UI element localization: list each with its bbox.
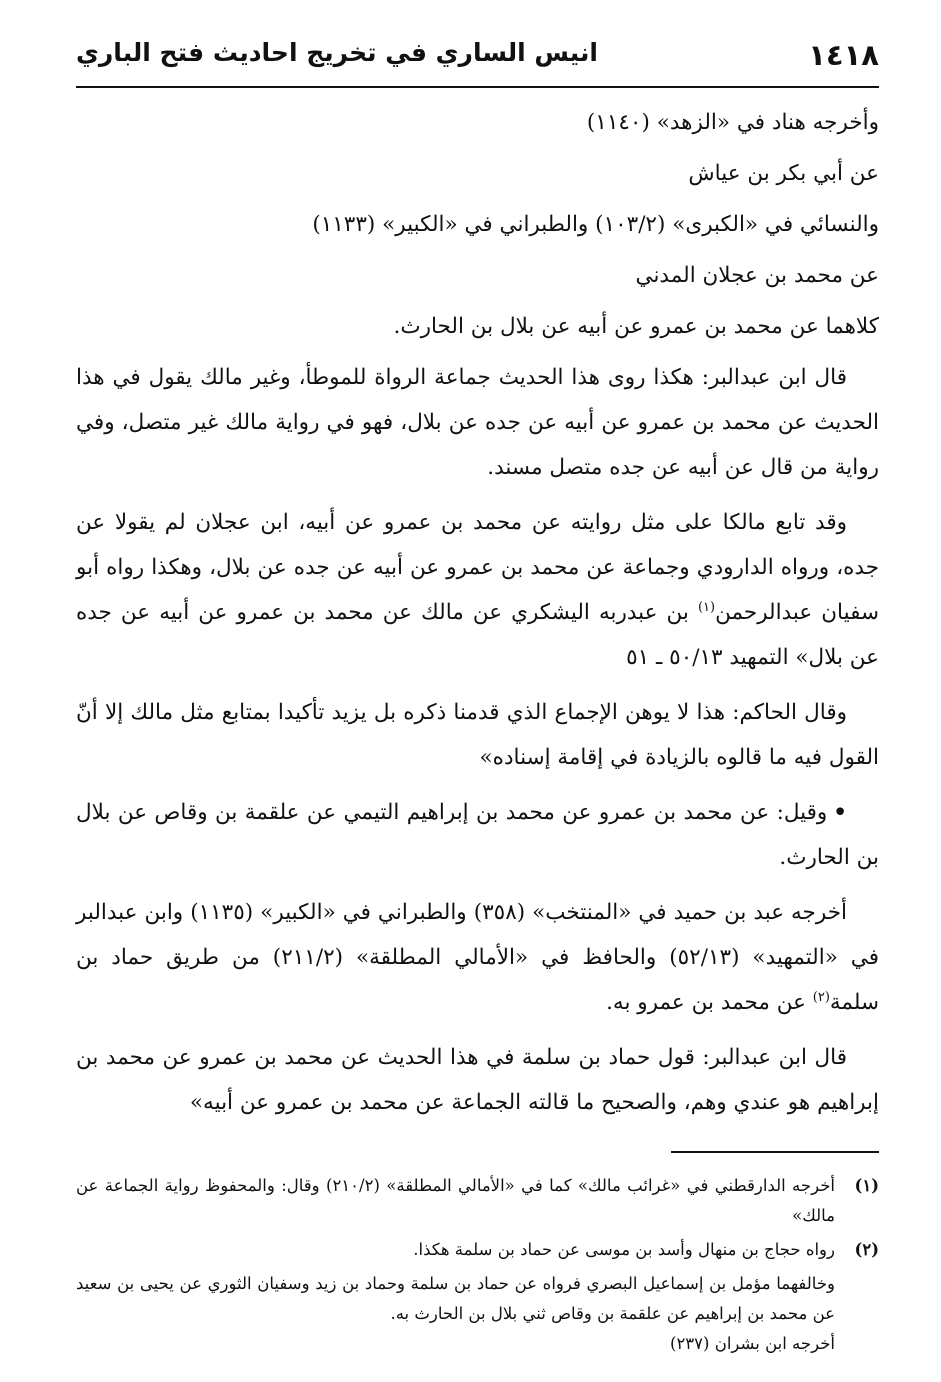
chain-line-2: عن أبي بكر بن عياش	[688, 161, 879, 186]
paragraph-mutaba-part-b: بن عبدربه اليشكري عن مالك عن محمد بن عمرو عن أبيه عن جده عن بلال» التمهيد ٥٠/١٣ ـ ٥١	[76, 600, 879, 670]
footnote-2	[76, 1235, 879, 1265]
page-header	[76, 0, 879, 88]
footnote-1	[76, 1171, 879, 1231]
chain-line-4: عن محمد بن عجلان المدني	[635, 263, 879, 288]
page-number: ١٤١٨	[808, 38, 879, 72]
paragraph-hakim: وقال الحاكم: هذا لا يوهن الإجماع الذي قدمنا ذكره بل يزيد تأكيدا بمتابع مثل مالك إلا أنّ القول فيه ما قالوه بالزيادة في إقامة إسناده»	[76, 700, 879, 770]
paragraph-mutaba-part-a: وقد تابع مالكا على مثل روايته عن محمد بن عمرو عن أبيه، ابن عجلان لم يقولا عن جده، ورواه الدارودي وجماعة عن محمد بن عمرو عن أبيه عن جده عن بلال، وهكذا رواه أبو سفيان عبدالرحمن	[76, 510, 879, 625]
footnotes	[76, 1171, 879, 1359]
footnote-ref-2[interactable]: (٢)	[812, 989, 830, 1005]
footnote-1-text: أخرجه الدارقطني في «غرائب مالك» كما في «الأمالي المطلقة» (٢١٠/٢) وقال: والمحفوظ رواية الجماعة عن مالك»	[76, 1176, 835, 1225]
chain-line-5: كلاهما عن محمد بن عمرو عن أبيه عن بلال بن الحارث.	[393, 314, 879, 339]
footnote-2-continuation-1: وخالفهما مؤمل بن إسماعيل البصري فرواه عن حماد بن سلمة وحماد بن زيد وسفيان الثوري عن يحيى بن سعيد عن محمد بن إبراهيم عن علقمة بن وقاص ثني بلال بن الحارث به.	[76, 1274, 835, 1323]
footnote-1-number: (١)	[854, 1176, 879, 1195]
footnote-ref-1[interactable]: (١)	[697, 599, 716, 615]
paragraph-takhrij	[76, 890, 879, 1025]
bullet-icon: •	[833, 800, 847, 825]
paragraph-qila-text: وقيل: عن محمد بن عمرو عن محمد بن إبراهيم التيمي عن علقمة بن وقاص عن بلال بن الحارث.	[76, 800, 879, 870]
paragraph-takhrij-part-a: أخرجه عبد بن حميد في «المنتخب» (٣٥٨) والطبراني في «الكبير» (١١٣٥) وابن عبدالبر في «التمهيد» (٥٢/١٣) والحافظ في «الأمالي المطلقة» (٢١١/٢) من طريق حماد بن سلمة	[76, 900, 879, 1015]
paragraph-takhrij-part-b: عن محمد بن عمرو به.	[606, 990, 813, 1015]
main-text	[76, 100, 879, 1125]
paragraph-qila	[76, 790, 879, 880]
footnote-2-text: رواه حجاج بن منهال وأسد بن موسى عن حماد بن سلمة هكذا.	[413, 1240, 835, 1259]
footnote-2-continuation-2: أخرجه ابن بشران (٢٣٧)	[670, 1334, 835, 1353]
paragraph-ibn-abdulbarr-1: قال ابن عبدالبر: هكذا روى هذا الحديث جماعة الرواة للموطأ، وغير مالك يقول في هذا الحديث عن محمد بن عمرو عن أبيه عن جده عن بلال، فهو في رواية مالك غير متصل، وفي رواية من قال عن أبيه عن جده متصل مسند.	[76, 365, 879, 480]
footnote-divider	[671, 1151, 879, 1153]
paragraph-ibn-abdulbarr-2: قال ابن عبدالبر: قول حماد بن سلمة في هذا الحديث عن محمد بن عمرو عن محمد بن إبراهيم هو عندي وهم، والصحيح ما قالته الجماعة عن محمد بن عمرو عن أبيه»	[76, 1045, 879, 1115]
footnote-2-number: (٢)	[854, 1240, 879, 1259]
chain-line-3: والنسائي في «الكبرى» (١٠٣/٢) والطبراني في «الكبير» (١١٣٣)	[312, 212, 879, 237]
running-title: انيس الساري في تخريج احاديث فتح الباري	[76, 38, 598, 67]
paragraph-mutaba	[76, 500, 879, 680]
chain-line-1: وأخرجه هناد في «الزهد» (١١٤٠)	[586, 110, 879, 135]
